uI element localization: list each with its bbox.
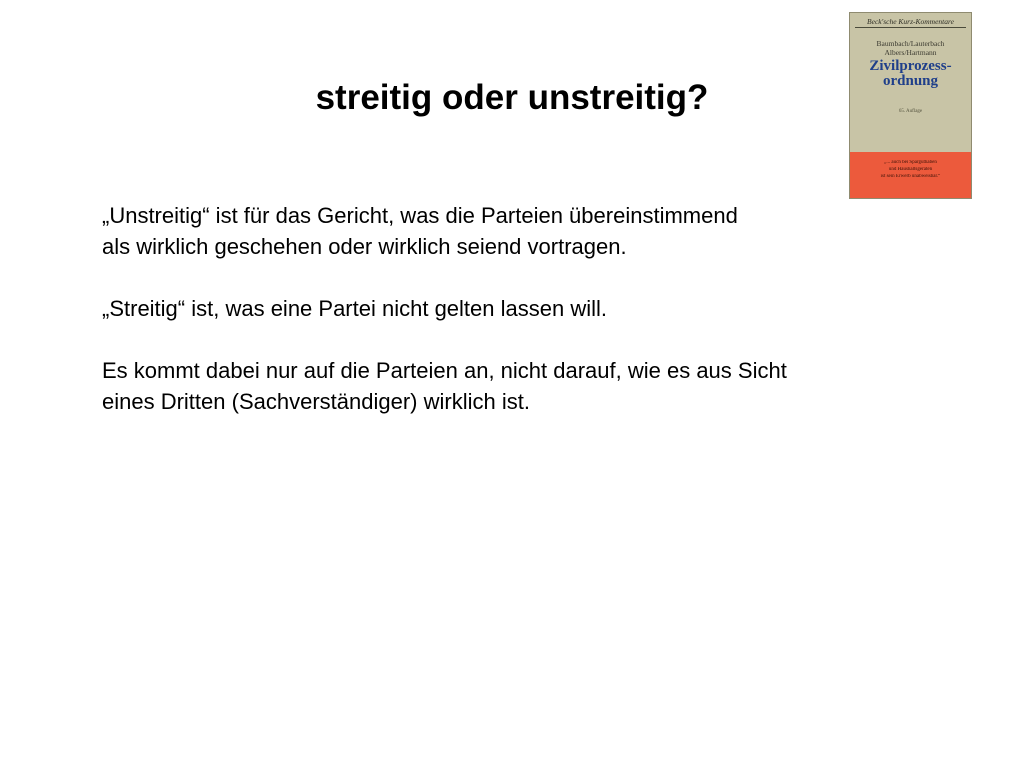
paragraph-streitig-definition [102, 293, 922, 324]
cover-band-line: ist sein Erwerb unabweisbar.“ [880, 174, 941, 179]
cover-band-line: „... auch bei Sparguthaben [884, 160, 937, 165]
cover-title-line: Zivilprozess- [869, 58, 952, 74]
cover-title [850, 59, 971, 89]
cover-series-label: Beck'sche Kurz-Kommentare [855, 17, 966, 28]
cover-band-line: und Haushaltsgeräten [888, 167, 933, 172]
cover-authors [850, 39, 971, 57]
cover-title-line: ordnung [882, 73, 939, 89]
cover-red-band [850, 152, 971, 199]
book-cover-image [849, 12, 972, 199]
text-line: Es kommt dabei nur auf die Parteien an, nicht darauf, wie es aus Sicht [102, 358, 787, 383]
text-line: „Streitig“ ist, was eine Partei nicht gelten lassen will. [102, 296, 607, 321]
cover-edition: 65. Auflage [898, 109, 923, 114]
paragraph-parties-note [102, 355, 922, 417]
text-line: „Unstreitig“ ist für das Gericht, was die Parteien übereinstimmend [102, 203, 738, 228]
slide-title: streitig oder unstreitig? [315, 78, 709, 117]
text-line: eines Dritten (Sachverständiger) wirklich ist. [102, 389, 530, 414]
paragraph-unstreitig-definition [102, 200, 922, 262]
text-line: als wirklich geschehen oder wirklich seiend vortragen. [102, 234, 627, 259]
slide-body [102, 200, 922, 448]
cover-author-line: Baumbach/Lauterbach [876, 39, 945, 48]
cover-author-line: Albers/Hartmann [884, 48, 937, 57]
